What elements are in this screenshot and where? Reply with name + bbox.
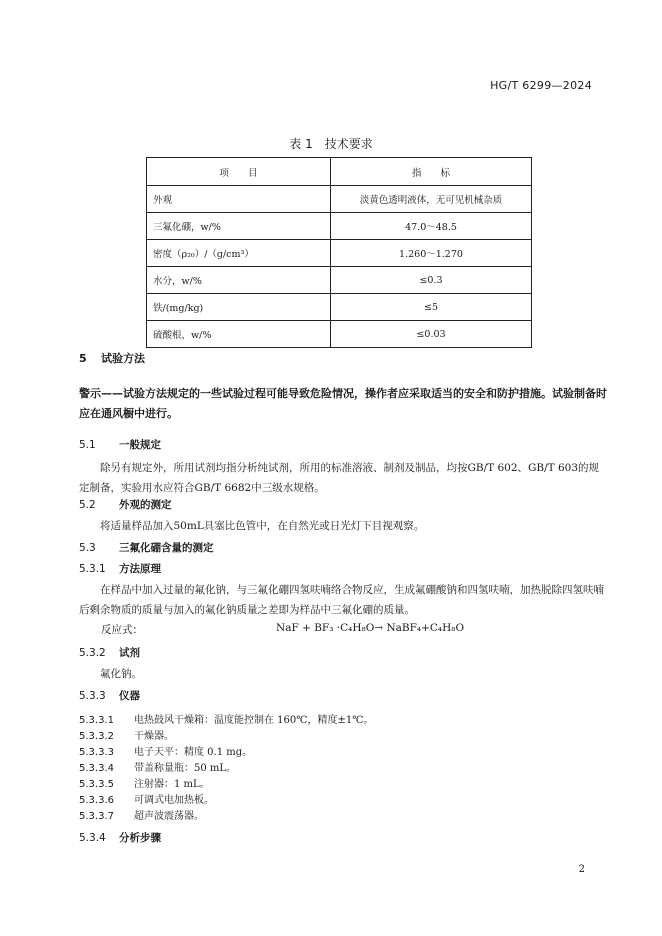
section-number: 5.3.4 bbox=[79, 832, 106, 844]
row-item: 外观 bbox=[147, 186, 331, 213]
equation-label: 反应式： bbox=[101, 624, 143, 636]
row-item: 铁/(mg/kg) bbox=[147, 294, 331, 321]
row-value: ≤0.03 bbox=[331, 321, 532, 348]
section-5-3-1-text bbox=[79, 580, 609, 620]
table-row bbox=[147, 267, 532, 294]
section-title: 三氟化硼含量的测定 bbox=[119, 542, 214, 554]
section-number: 5.3.2 bbox=[79, 647, 106, 659]
item-number: 5.3.3.1 bbox=[79, 715, 114, 726]
section-number: 5.3.3 bbox=[79, 690, 106, 702]
technical-requirements-table bbox=[146, 157, 532, 348]
row-value: 47.0～48.5 bbox=[331, 213, 532, 240]
item-number: 5.3.3.5 bbox=[79, 779, 114, 790]
section-number: 5.1 bbox=[79, 439, 96, 451]
list-item bbox=[79, 775, 210, 790]
table-row bbox=[147, 213, 532, 240]
item-text: 带盖称量瓶：50 mL。 bbox=[134, 763, 237, 774]
item-text: 电子天平：精度 0.1 mg。 bbox=[134, 747, 253, 758]
column-header-item: 项 目 bbox=[147, 158, 331, 186]
list-item bbox=[79, 791, 214, 806]
section-title: 试验方法 bbox=[101, 352, 145, 365]
list-item bbox=[79, 759, 236, 774]
section-5-2-text bbox=[79, 516, 609, 536]
list-item bbox=[79, 711, 373, 726]
section-title: 方法原理 bbox=[119, 563, 161, 575]
item-number: 5.3.3.6 bbox=[79, 795, 114, 806]
list-item bbox=[79, 743, 252, 758]
row-item: 硫酸根，w/% bbox=[147, 321, 331, 348]
paragraph-text: 在样品中加入过量的氟化钠，与三氟化硼四氢呋喃络合物反应，生成氟硼酸钠和四氢呋喃，加热脱除四氢呋喃后剩余物质的质量与加入的氟化钠质量之差即为样品中三氟化硼的质量。 bbox=[79, 584, 604, 616]
section-5-heading bbox=[79, 350, 145, 366]
paragraph-text: 将适量样品加入50mL具塞比色管中，在自然光或日光灯下目视观察。 bbox=[100, 520, 425, 532]
item-number: 5.3.3.4 bbox=[79, 763, 114, 774]
section-5-3-2-heading bbox=[79, 645, 140, 660]
item-text: 注射器：1 mL。 bbox=[134, 779, 210, 790]
table-row bbox=[147, 321, 532, 348]
section-title: 试剂 bbox=[119, 647, 140, 659]
item-text: 超声波震荡器。 bbox=[134, 811, 204, 822]
row-item: 密度（ρ₂₀）/（g/cm³） bbox=[147, 240, 331, 267]
row-value: ≤5 bbox=[331, 294, 532, 321]
section-title: 外观的测定 bbox=[119, 499, 172, 511]
section-5-3-3-heading bbox=[79, 688, 140, 703]
reaction-equation: NaF + BF₃ ·C₄H₈O→ NaBF₄+C₄H₈O bbox=[276, 622, 465, 634]
section-5-3-heading bbox=[79, 540, 214, 555]
list-item bbox=[79, 807, 204, 822]
section-number: 5.3.1 bbox=[79, 563, 106, 575]
paragraph-text: 氟化钠。 bbox=[100, 668, 142, 680]
paragraph-text: 除另有规定外，所用试剂均指分析纯试剂，所用的标准溶液、制剂及制品，均按GB/T 602、GB/T 603的规定制备，实验用水应符合GB/T 6682中三级水规格。 bbox=[79, 462, 600, 494]
section-5-2-heading bbox=[79, 497, 172, 512]
section-5-1-text bbox=[79, 458, 609, 498]
section-5-3-4-heading bbox=[79, 830, 161, 845]
section-number: 5.3 bbox=[79, 542, 96, 554]
section-5-3-2-text bbox=[79, 664, 609, 684]
section-number: 5.2 bbox=[79, 499, 96, 511]
table-row bbox=[147, 186, 532, 213]
section-number: 5 bbox=[79, 352, 87, 365]
row-value: 1.260～1.270 bbox=[331, 240, 532, 267]
section-title: 分析步骤 bbox=[119, 832, 161, 844]
item-number: 5.3.3.3 bbox=[79, 747, 114, 758]
row-value: ≤0.3 bbox=[331, 267, 532, 294]
page-number: 2 bbox=[578, 864, 585, 875]
table-row bbox=[147, 294, 532, 321]
item-text: 可调式电加热板。 bbox=[134, 795, 214, 806]
section-5-1-heading bbox=[79, 437, 161, 452]
section-title: 仪器 bbox=[119, 690, 140, 702]
table-header-row bbox=[147, 158, 532, 186]
row-item: 水分，w/% bbox=[147, 267, 331, 294]
standard-code: HG/T 6299—2024 bbox=[490, 79, 592, 92]
table-title: 表 1 技术要求 bbox=[289, 137, 373, 151]
list-item bbox=[79, 727, 174, 742]
section-title: 一般规定 bbox=[119, 439, 161, 451]
column-header-spec: 指 标 bbox=[331, 158, 532, 186]
warning-note: 警示——试验方法规定的一些试验过程可能导致危险情况，操作者应采取适当的安全和防护措施。试验制备时应在通风橱中进行。 bbox=[79, 387, 607, 420]
item-number: 5.3.3.2 bbox=[79, 731, 114, 742]
item-text: 干燥器。 bbox=[134, 731, 174, 742]
row-value: 淡黄色透明液体，无可见机械杂质 bbox=[331, 186, 532, 213]
item-text: 电热鼓风干燥箱：温度能控制在 160℃，精度±1℃。 bbox=[134, 715, 374, 726]
row-item: 三氟化硼，w/% bbox=[147, 213, 331, 240]
table-row bbox=[147, 240, 532, 267]
section-5-3-1-heading bbox=[79, 561, 161, 576]
item-number: 5.3.3.7 bbox=[79, 811, 114, 822]
